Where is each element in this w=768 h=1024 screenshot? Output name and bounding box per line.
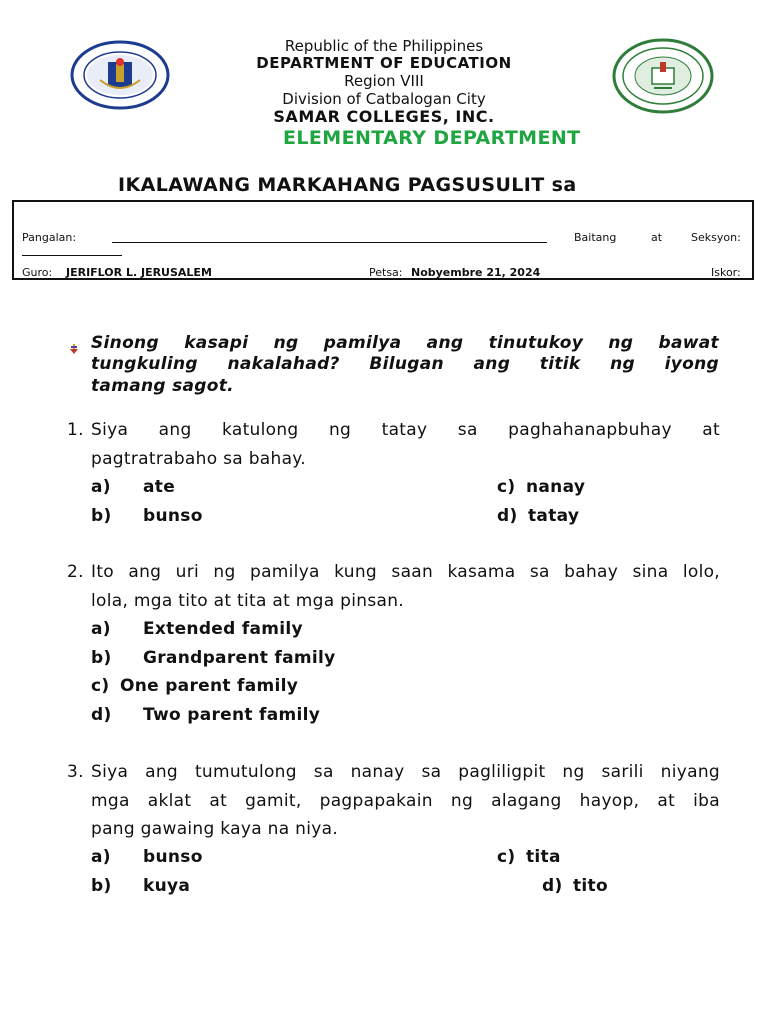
question-text-line: lola, mga tito at tita at mga pinsan. xyxy=(91,591,404,611)
and-label: at xyxy=(651,231,663,244)
question-text-line: mga aklat at gamit, pagpapakain ng alagang hayop, at iba xyxy=(91,791,720,811)
choice-letter[interactable]: c) xyxy=(497,477,516,497)
choice-text[interactable]: ate xyxy=(143,477,176,497)
choice-letter[interactable]: c) xyxy=(497,847,516,867)
instructions-line-1: Sinong kasapi ng pamilya ang tinutukoy ng bawat xyxy=(91,333,719,353)
choice-text[interactable]: tatay xyxy=(528,506,580,526)
date-value: Nobyembre 21, 2024 xyxy=(411,266,541,279)
question-text-line: pang gawaing kaya na niya. xyxy=(91,819,339,839)
question-number: 2. xyxy=(67,562,84,582)
choice-text[interactable]: Extended family xyxy=(143,619,303,639)
choice-letter[interactable]: d) xyxy=(542,876,563,896)
teacher-name: JERIFLOR L. JERUSALEM xyxy=(66,266,212,279)
choice-text[interactable]: Two parent family xyxy=(143,705,321,725)
choice-text[interactable]: tita xyxy=(526,847,561,867)
section-label: Seksyon: xyxy=(691,231,741,244)
question-number: 3. xyxy=(67,762,84,782)
name-input-line[interactable] xyxy=(112,231,547,243)
choice-letter[interactable]: a) xyxy=(91,847,111,867)
exam-title: IKALAWANG MARKAHANG PAGSUSULIT sa xyxy=(118,174,577,196)
choice-letter[interactable]: d) xyxy=(91,705,112,725)
choice-letter[interactable]: a) xyxy=(91,477,111,497)
bullet-arrow-icon xyxy=(68,340,80,359)
instructions-line-2: tungkuling nakalahad? Bilugan ang titik ng iyong xyxy=(91,354,719,374)
choice-text[interactable]: bunso xyxy=(143,506,203,526)
question-text-line: Siya ang tumutulong sa nanay sa pagliligpit ng sarili niyang xyxy=(91,762,720,782)
header-elementary-department: ELEMENTARY DEPARTMENT xyxy=(283,127,581,149)
choice-letter[interactable]: b) xyxy=(91,876,112,896)
choice-text[interactable]: tito xyxy=(573,876,608,896)
question-text-line: Siya ang katulong ng tatay sa paghahanapbuhay at xyxy=(91,420,720,440)
choice-text[interactable]: nanay xyxy=(526,477,586,497)
question-text-line: Ito ang uri ng pamilya kung saan kasama sa bahay sina lolo, xyxy=(91,562,720,582)
choice-letter[interactable]: b) xyxy=(91,648,112,668)
choice-letter[interactable]: a) xyxy=(91,619,111,639)
date-label: Petsa: xyxy=(369,266,403,279)
choice-text[interactable]: bunso xyxy=(143,847,203,867)
section-input-line[interactable] xyxy=(22,244,122,256)
teacher-label: Guro: xyxy=(22,266,53,279)
student-info-box xyxy=(12,200,754,280)
choice-letter[interactable]: b) xyxy=(91,506,112,526)
header-republic: Republic of the Philippines xyxy=(284,37,484,55)
header-region: Region VIII xyxy=(344,72,424,90)
grade-label: Baitang xyxy=(574,231,617,244)
choice-letter[interactable]: d) xyxy=(497,506,518,526)
header-school: SAMAR COLLEGES, INC. xyxy=(273,107,495,126)
name-label: Pangalan: xyxy=(22,231,77,244)
score-label: Iskor: xyxy=(711,266,741,279)
question-number: 1. xyxy=(67,420,84,440)
question-text-line: pagtratrabaho sa bahay. xyxy=(91,449,306,469)
choice-text[interactable]: Grandparent family xyxy=(143,648,336,668)
choice-letter[interactable]: c) xyxy=(91,676,110,696)
header-division: Division of Catbalogan City xyxy=(282,90,486,108)
choice-text[interactable]: One parent family xyxy=(120,676,299,696)
header-department: DEPARTMENT OF EDUCATION xyxy=(256,54,512,72)
instructions-line-3: tamang sagot. xyxy=(91,376,234,396)
choice-text[interactable]: kuya xyxy=(143,876,191,896)
